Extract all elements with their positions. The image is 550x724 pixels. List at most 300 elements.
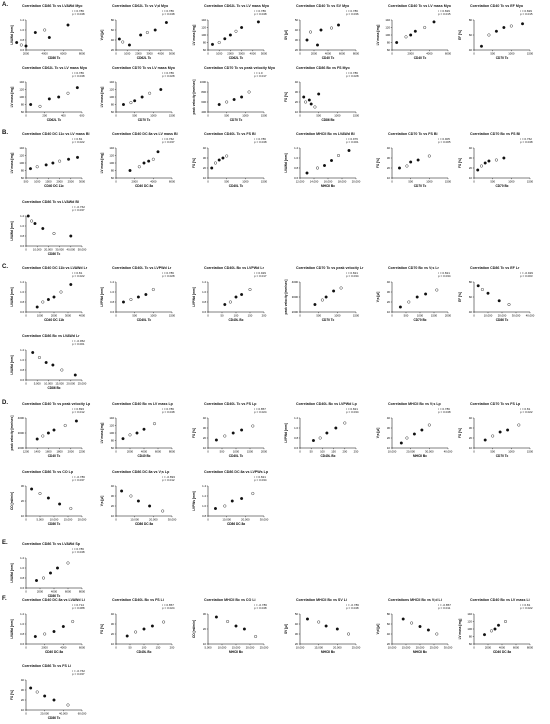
data-point (53, 296, 56, 299)
y-tick-label: 10 (202, 176, 206, 180)
data-point (121, 41, 124, 44)
data-point (56, 567, 59, 570)
y-tick-label: 1.0 (294, 426, 298, 430)
y-tick-label: 80 (468, 18, 472, 22)
x-tick-label: 2000 (227, 51, 234, 56)
data-point (410, 622, 413, 625)
y-tick-label: 100 (109, 161, 114, 165)
y-tick-label: 1.2 (20, 348, 24, 352)
stats-line: r = 0.786 (72, 9, 84, 13)
y-axis-label: V;s [µl] (376, 427, 380, 439)
x-tick-label: 4000 (249, 51, 256, 56)
data-point (488, 160, 491, 163)
axis-lines (26, 558, 82, 588)
x-tick-label: 1200 (22, 449, 30, 454)
x-tick-label: 20,000 (241, 517, 250, 522)
data-point (42, 435, 45, 438)
y-tick-label: 1.0 (20, 358, 24, 362)
y-tick-label: 1.2 (294, 416, 298, 420)
x-axis-label: CD40 DC 11b (44, 318, 64, 322)
x-tick-label: 500 (490, 51, 496, 56)
stats-line: r = -0.893 (162, 475, 175, 479)
stats-line: r = -0.762 (72, 205, 85, 209)
data-point (58, 160, 61, 163)
data-point (210, 167, 213, 170)
stats-line: p = 0.001 (346, 140, 359, 145)
data-point (224, 37, 227, 40)
x-tick-label: 0 (207, 179, 209, 184)
y-tick-label: 20 (294, 100, 298, 104)
y-axis-label: LVPWd [mm] (100, 287, 104, 307)
axis-lines (208, 20, 264, 50)
stats-line: p = 0.037 (72, 208, 85, 213)
data-point (162, 621, 165, 624)
x-tick-label: 20,000 (406, 449, 415, 454)
x-tick-label: 30,000 (167, 517, 177, 522)
y-tick-label: 1.2 (20, 214, 24, 218)
y-tick-label: 30 (294, 38, 298, 42)
chart-title: Correlation CD40L Tc vs LVPWd Lr (112, 266, 172, 270)
data-point (506, 429, 509, 432)
y-tick-label: 30 (202, 612, 206, 616)
stats-line: p = 0.005 (438, 140, 451, 145)
x-tick-label: 2000 (484, 645, 492, 650)
x-tick-label: 2000 (310, 51, 318, 56)
y-tick-label: 60 (468, 33, 472, 37)
x-tick-label: 10,000 (49, 517, 59, 522)
chart-title: Correlation CD70 Tc vs FS Lp (470, 402, 521, 406)
section-label: B. (2, 130, 8, 136)
data-point (45, 164, 48, 167)
data-point (487, 292, 490, 295)
y-tick-label: 120 (109, 87, 114, 92)
y-tick-label: 20 (110, 632, 114, 636)
data-point (423, 26, 426, 29)
chart-title: Correlation CD62L Tc vs LV mass Myo (204, 4, 270, 8)
data-point (154, 29, 157, 32)
x-tick-label: 3000 (64, 313, 72, 318)
y-tick-label: 30 (386, 156, 390, 160)
data-point (321, 299, 324, 302)
y-tick-label: 60 (386, 48, 390, 52)
x-tick-label: 0 (207, 517, 209, 522)
x-tick-label: 50,000 (77, 247, 87, 252)
y-tick-label: 30 (386, 426, 390, 430)
data-point (240, 26, 243, 29)
y-tick-label: 120 (19, 153, 24, 158)
data-point (323, 164, 326, 167)
scatter-plot (374, 136, 466, 192)
y-tick-label: 40 (202, 416, 206, 420)
y-tick-label: 40 (20, 678, 24, 682)
data-point (225, 101, 228, 104)
x-tick-label: 1400 (34, 449, 41, 454)
x-tick-label: 4000 (150, 179, 157, 184)
x-tick-label: 10,000 (222, 517, 231, 522)
scatter-plot (282, 602, 374, 658)
data-point (306, 618, 309, 621)
scatter-plot (374, 406, 466, 462)
y-tick-label: 80 (20, 102, 24, 107)
x-tick-label: 0 (115, 113, 117, 118)
scatter-plot (374, 8, 466, 64)
data-point (48, 98, 51, 101)
stats-line: r = 0.857 (254, 407, 266, 411)
y-axis-label: LVAWd [mm] (10, 221, 14, 241)
data-point (488, 34, 491, 37)
data-point (477, 284, 480, 287)
x-axis-label: MHCII Bc (321, 650, 335, 654)
data-point (58, 503, 61, 506)
y-tick-label: 3000 (291, 295, 298, 299)
x-tick-label: 250 (353, 449, 359, 454)
data-point (148, 505, 151, 508)
scatter-plot (8, 602, 100, 658)
data-point (122, 301, 125, 304)
x-tick-label: 1500 (246, 449, 254, 454)
stats-line: r = 0.81 (520, 603, 531, 607)
data-point (133, 99, 136, 102)
x-tick-label: 500 (219, 449, 225, 454)
data-point (30, 220, 33, 223)
x-tick-label: 0 (391, 51, 393, 56)
x-tick-label: 20,000 (44, 247, 53, 252)
stats-line: p = 0.048 (346, 606, 359, 611)
x-tick-label: 0 (299, 113, 301, 118)
data-point (224, 435, 227, 438)
data-point (314, 106, 317, 109)
y-tick-label: 60 (202, 48, 206, 52)
x-tick-label: 6000 (78, 645, 86, 650)
chart-title: Correlation CD40 Bc vs LV mass Li (470, 598, 530, 602)
x-tick-label: 10,000 (483, 313, 493, 318)
x-tick-label: 1500 (168, 113, 176, 118)
data-point (481, 288, 484, 291)
data-point (128, 44, 131, 47)
x-tick-label: 40,000 (443, 449, 453, 454)
chart-title: Correlation CD70 Tc vs peak velocity Myo (204, 66, 276, 70)
y-axis-label: V;s [µl] (376, 291, 380, 303)
data-point (480, 45, 483, 48)
y-tick-label: 1.2 (20, 18, 24, 22)
y-tick-label: 1.0 (20, 566, 24, 570)
y-tick-label: 1.0 (202, 290, 206, 294)
y-axis-label: FS [%] (284, 92, 288, 102)
y-tick-label: 40 (386, 416, 390, 420)
y-tick-label: 100 (109, 95, 114, 99)
x-tick-label: 500 (316, 313, 322, 318)
y-tick-label: 4000 (291, 280, 298, 284)
y-tick-label: 30 (202, 426, 206, 430)
data-point (42, 301, 45, 304)
axis-lines (26, 216, 82, 246)
x-tick-label: 0 (299, 51, 301, 56)
x-tick-label: 6000 (60, 51, 67, 56)
data-point (36, 438, 39, 441)
data-point (497, 624, 500, 627)
y-tick-label: 40 (110, 38, 114, 42)
x-tick-label: 20,000 (40, 711, 49, 716)
y-tick-label: 40 (386, 280, 390, 284)
y-axis-label: EF [%] (458, 292, 462, 302)
x-axis-label: CD40L Bc (320, 454, 336, 458)
data-point (215, 616, 218, 619)
data-point (332, 290, 335, 293)
scatter-plot (98, 406, 190, 462)
scatter-plot (98, 602, 190, 658)
x-tick-label: 4000 (426, 51, 433, 56)
chart-title: Correlation CD86 Tc vs LVAWd Sp (22, 542, 80, 546)
scatter-plot (282, 136, 374, 192)
y-tick-label: 1.0 (20, 28, 24, 32)
y-tick-label: 20 (110, 504, 114, 508)
x-tick-label: 2000 (22, 51, 30, 56)
data-point (326, 432, 329, 435)
data-point (70, 507, 73, 510)
y-tick-label: 1.2 (294, 146, 298, 150)
x-axis-label: CD70 Tc (321, 318, 335, 322)
stats-line: p = 0.022 (72, 274, 85, 279)
data-point (427, 629, 430, 632)
data-point (137, 296, 140, 299)
axis-lines (116, 282, 172, 312)
y-tick-label: 1.0 (20, 622, 24, 626)
x-tick-label: 150 (331, 449, 336, 454)
y-tick-label: 40 (294, 622, 298, 626)
y-tick-label: 20 (202, 166, 206, 170)
y-tick-label: 0.6 (110, 310, 114, 314)
stats-line: p = 0.048 (520, 140, 533, 145)
stats-line: r = 0.762 (520, 137, 532, 141)
x-tick-label: 20,000 (149, 517, 158, 522)
stats-line: p = 0.028 (346, 74, 359, 79)
x-tick-label: 10,000 (387, 645, 397, 650)
x-tick-label: 20,000 (497, 313, 507, 318)
data-point (480, 165, 483, 168)
y-tick-label: 50 (294, 612, 298, 616)
y-tick-label: 1.0 (294, 156, 298, 160)
x-tick-label: 4000 (78, 313, 86, 318)
data-point (146, 31, 149, 34)
stats-line: r = -0.952 (72, 339, 85, 343)
data-point (36, 691, 39, 694)
data-point (240, 96, 243, 99)
chart-title: Correlation CD62L Tc vs V;d Myo (112, 4, 169, 8)
chart-title: Correlation CD70 Bc vs FS Bl (470, 132, 521, 136)
stats-line: p = 0.015 (520, 12, 533, 17)
data-point (157, 150, 160, 153)
data-point (129, 169, 132, 172)
x-tick-label: 1600 (45, 449, 52, 454)
x-tick-label: 25,000 (429, 645, 439, 650)
data-point (317, 93, 320, 96)
stats-line: p = 0.037 (72, 672, 85, 677)
stats-line: p = 0.048 (162, 410, 175, 415)
y-tick-label: 120 (109, 423, 114, 428)
stats-line: p = 0.048 (254, 140, 267, 145)
x-axis-label: CD40L Tc (228, 454, 244, 458)
y-tick-label: 0.6 (20, 310, 24, 314)
chart-title: Correlation CD70 Tc vs FS Bl (388, 132, 438, 136)
data-point (428, 155, 431, 158)
y-tick-label: 80 (386, 40, 390, 45)
y-tick-label: 140 (201, 18, 206, 22)
x-tick-label: 100 (141, 645, 147, 650)
y-tick-label: 20 (110, 48, 114, 52)
y-tick-label: 60 (468, 295, 472, 299)
y-tick-label: 60 (386, 622, 390, 626)
data-point (325, 625, 328, 628)
x-tick-label: 40,000 (525, 313, 535, 318)
y-axis-label: V;s [µl] (100, 495, 104, 507)
chart-title: Correlation CD40 Tc vs peak velocity Lp (22, 402, 91, 406)
y-tick-label: 80 (468, 634, 472, 639)
x-axis-label: CD40 Tc (47, 454, 61, 458)
x-tick-label: 10,000 (295, 645, 305, 650)
x-tick-label: 16,000 (323, 179, 333, 184)
x-tick-label: 8000 (526, 645, 534, 650)
data-point (314, 303, 317, 306)
y-axis-label: peak velocity [mm/sec] (10, 415, 14, 451)
chart-title: Correlation CD40 Bc vs LV mass Lp (112, 402, 173, 406)
y-tick-label: 10 (386, 310, 390, 314)
data-point (39, 105, 42, 108)
chart-title: Correlation CD40L Bc vs LVPWd Lp (296, 402, 357, 406)
data-point (34, 635, 37, 638)
data-point (67, 704, 70, 707)
x-tick-label: 4000 (140, 449, 148, 454)
data-point (248, 91, 251, 94)
x-tick-label: 1000 (416, 313, 424, 318)
x-tick-label: 500 (408, 179, 414, 184)
y-tick-label: 0.6 (294, 446, 298, 450)
data-point (143, 162, 146, 165)
axis-lines (26, 20, 82, 50)
y-tick-label: 20 (20, 698, 24, 702)
x-tick-label: 20,000 (66, 381, 76, 386)
x-tick-label: 200 (342, 449, 348, 454)
data-point (498, 299, 501, 302)
data-point (483, 633, 486, 636)
stats-line: p = 0.048 (438, 410, 451, 415)
stats-line: r = -0.786 (254, 603, 267, 607)
x-tick-label: 500 (316, 113, 322, 118)
y-tick-label: 0.6 (20, 642, 24, 646)
y-tick-label: 30 (202, 156, 206, 160)
data-point (433, 21, 436, 24)
x-tick-label: 500 (490, 449, 496, 454)
x-tick-label: 20,000 (77, 517, 87, 522)
data-point (27, 215, 30, 218)
stats-line: p = 0.022 (520, 606, 533, 611)
data-point (229, 301, 232, 304)
x-tick-label: 40,000 (59, 711, 68, 716)
y-tick-label: 0.8 (110, 300, 114, 304)
x-tick-label: 0 (25, 517, 27, 522)
x-axis-label: CD40 Tc (321, 56, 335, 60)
data-point (129, 434, 132, 437)
data-point (240, 497, 243, 500)
stats-line: r = 0.976 (346, 137, 358, 141)
stats-line: r = 0.786 (162, 9, 174, 13)
stats-line: p = 0.034 (438, 274, 451, 279)
scatter-plot (8, 136, 100, 192)
data-point (36, 165, 39, 168)
y-tick-label: 0.8 (202, 300, 206, 304)
y-axis-label: LVAWd [mm] (10, 25, 14, 45)
axis-lines (474, 418, 530, 448)
x-axis-label: CD40 Tc (413, 56, 427, 60)
stats-line: r = -0.857 (438, 603, 451, 607)
data-point (310, 103, 313, 106)
stats-line: p = 0.048 (254, 606, 267, 611)
x-tick-label: 5000 (260, 51, 268, 56)
data-point (224, 303, 227, 306)
x-tick-label: 0 (391, 313, 393, 318)
chart-title: Correlation CD62L Tc vs LV mass Myo (22, 66, 88, 70)
y-tick-label: 400 (201, 110, 206, 114)
data-point (53, 699, 56, 702)
x-tick-label: 1000 (508, 449, 515, 454)
x-axis-label: CD70 Bc (495, 184, 509, 188)
x-tick-label: 25,000 (259, 645, 269, 650)
data-point (42, 577, 45, 580)
y-tick-label: 0.8 (20, 632, 24, 636)
x-axis-label: CD40 DC 11c (44, 184, 64, 188)
x-tick-label: 25,000 (77, 381, 87, 386)
data-point (416, 296, 419, 299)
data-point (325, 296, 328, 299)
axis-lines (392, 20, 448, 50)
y-tick-label: 100 (201, 33, 206, 37)
chart-title: Correlation CD86 Tc vs CO Lp (22, 470, 74, 474)
y-axis-label: LV mass [mg] (192, 24, 196, 46)
x-tick-label: 4000 (157, 51, 164, 56)
x-tick-label: 0 (115, 645, 117, 650)
x-tick-label: 2000 (50, 313, 58, 318)
x-tick-label: 1000 (242, 113, 249, 118)
data-point (226, 620, 229, 623)
x-tick-label: 30,000 (55, 247, 64, 252)
data-point (64, 424, 67, 427)
data-point (122, 437, 125, 440)
data-point (143, 628, 146, 631)
y-tick-label: 1.0 (110, 290, 114, 294)
scatter-plot (98, 8, 190, 64)
y-tick-label: 600 (201, 100, 206, 104)
data-point (340, 287, 343, 290)
y-axis-label: peak velocity [mm/sec] (284, 279, 288, 315)
x-tick-label: 2000 (407, 51, 414, 56)
x-tick-label: 2000 (41, 645, 48, 650)
x-tick-label: 2000 (131, 179, 138, 184)
x-tick-label: 0 (25, 711, 27, 716)
x-tick-label: 1000 (334, 313, 341, 318)
scatter-plot (8, 474, 100, 530)
data-point (510, 25, 513, 28)
y-tick-label: 4000 (17, 416, 24, 420)
data-point (52, 162, 55, 165)
data-point (233, 98, 236, 101)
y-tick-label: 1000 (199, 80, 206, 84)
stats-line: r = 0.786 (254, 137, 266, 141)
y-tick-label: 10 (202, 642, 206, 646)
stats-line: p = 0.037 (162, 140, 175, 145)
axis-lines (474, 614, 530, 644)
y-axis-label: peak velocity [mm/sec] (192, 79, 196, 115)
y-tick-label: 0.8 (202, 514, 206, 518)
data-point (29, 167, 32, 170)
